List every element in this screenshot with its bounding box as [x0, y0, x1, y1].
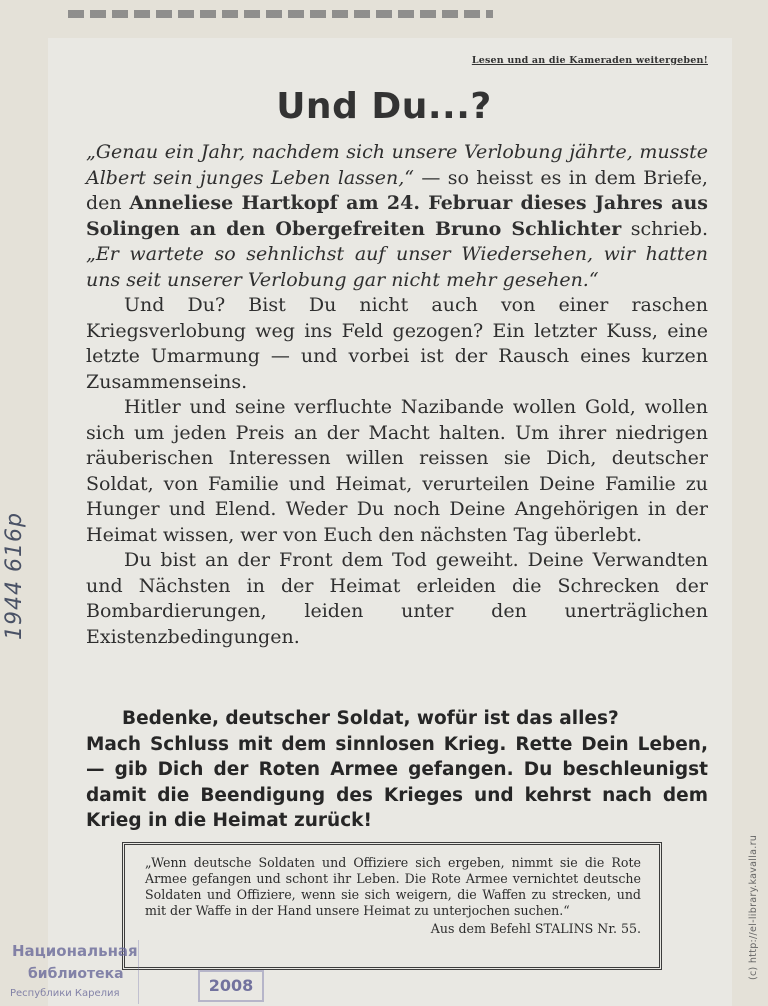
paragraph-1-text-b: schrieb.	[630, 217, 708, 240]
closing-appeal	[86, 706, 708, 834]
main-text	[86, 140, 708, 650]
stamp-line-3: Республики Карелия	[10, 988, 120, 999]
stalin-quote-box	[122, 842, 662, 970]
closing-line-2: Mach Schluss mit dem sinnlosen Krieg. Rette Dein Leben, — gib Dich der Roten Armee gefangen. Du beschleunigst damit die Beendigung des Krieges und kehrst nach dem Krieg in die Heimat zurück!	[86, 733, 708, 831]
quote-text: „Wenn deutsche Soldaten und Offiziere sich ergeben, nimmt sie die Rote Armee gefangen und schont ihr Leben. Die Rote Armee vernichtet deutsche Soldaten und Offiziere, wenn sie sich weigern, die Waffen zu strecken, und mit der Waffe in der Hand unsere Heimat zu unterjochen suchen.“	[145, 855, 641, 918]
letter-quote-2: „Er wartete so sehnlichst auf unser Wiedersehen, wir hatten uns seit unserer Verlobung gar nicht mehr gesehen.“	[86, 243, 708, 291]
paragraph-1	[86, 140, 708, 293]
paragraph-3: Hitler und seine verfluchte Nazibande wollen Gold, wollen sich um jeden Preis an der Macht halten. Um ihrer niedrigen räuberischen Interessen willen reissen sie Dich, deutscher Soldat, von Familie und Heimat, verurteilen Deine Familie zu Hunger und Elend. Weder Du noch Deine Angehörigen in der Heimat wissen, wer von Euch den nächsten Tag überlebt.	[86, 396, 708, 546]
paragraph-2: Und Du? Bist Du nicht auch von einer raschen Kriegsverlobung weg ins Feld gezogen? Ein letzter Kuss, eine letzte Umarmung — und vorbei ist der Rausch eines kurzen Zusammenseins.	[86, 294, 708, 393]
paragraph-1-names: Anneliese Hartkopf am 24. Februar dieses Jahres aus Solingen an den Obergefreiten Bruno Schlichter	[86, 192, 708, 240]
header-note: Lesen und an die Kameraden weitergeben!	[471, 55, 708, 66]
handwritten-archive-number: 1944 616р	[2, 512, 27, 640]
stamp-line-2: библиотека	[28, 966, 124, 982]
paragraph-4: Du bist an der Front dem Tod geweiht. Deine Verwandten und Nächsten in der Heimat erleiden die Schrecken der Bombardierungen, leiden unter den unerträglichen Existenzbedingungen.	[86, 549, 708, 648]
stamp-year: 2008	[198, 970, 264, 1002]
top-border-decoration	[68, 10, 493, 18]
copyright-watermark: (c) http://el-library.kavalla.ru	[748, 834, 759, 980]
quote-source: Aus dem Befehl STALINS Nr. 55.	[430, 921, 641, 936]
paragraph-1-text-a: — so heisst es in dem Briefe, den	[86, 166, 708, 214]
library-stamp	[6, 940, 139, 1004]
closing-line-1: Bedenke, deutscher Soldat, wofür ist das alles?	[122, 708, 619, 729]
stamp-line-1: Национальная	[12, 942, 138, 960]
letter-quote-1: „Genau ein Jahr, nachdem sich unsere Verlobung jährte, musste Albert sein junges Leben lassen,“	[86, 141, 708, 189]
page-title: Und Du...?	[276, 86, 492, 127]
